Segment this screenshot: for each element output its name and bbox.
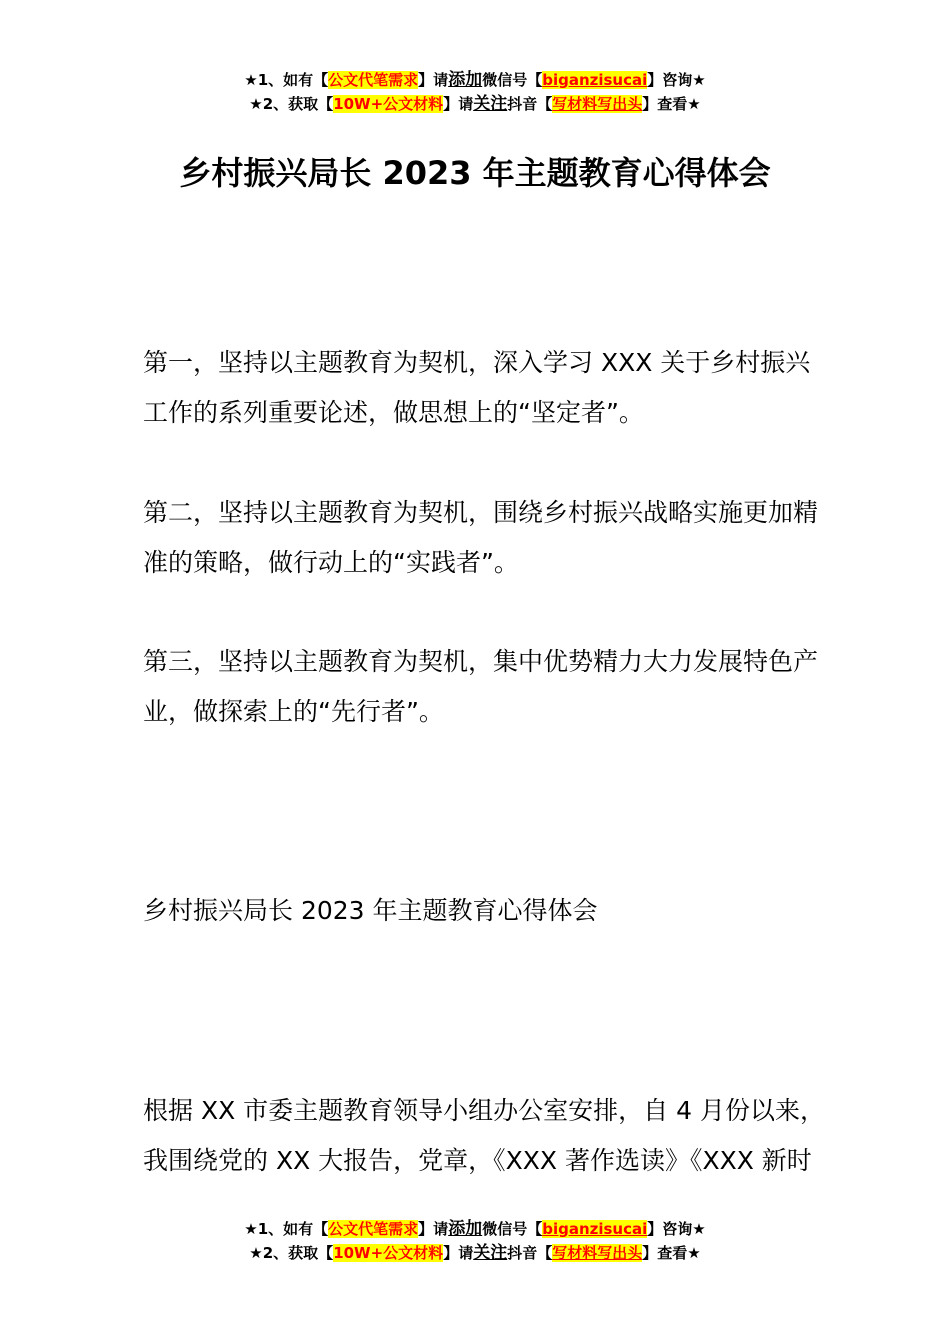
notice-text: 】咨询★ [647, 1220, 706, 1238]
paragraph-second: 第二，坚持以主题教育为契机，围绕乡村振兴战略实施更加精准的策略，做行动上的“实践者”。 [143, 498, 819, 577]
highlight-materials: 10W+公文材料 [333, 95, 444, 113]
paragraph-first: 第一，坚持以主题教育为契机，深入学习 XXX 关于乡村振兴工作的系列重要论述，做思想上的“坚定者”。 [143, 348, 811, 427]
emphasis-word: 关注 [473, 94, 508, 114]
notice-text: 】请 [418, 71, 449, 89]
highlight-service: 公文代笔需求 [328, 1220, 419, 1238]
wechat-id: biganzisucai [542, 1220, 648, 1238]
notice-text: 】咨询★ [647, 71, 706, 89]
header-notice [0, 68, 950, 116]
notice-text: 微信号【 [482, 71, 543, 89]
emphasis-word: 添加 [448, 70, 483, 90]
notice-text: ★2、获取【 [249, 1244, 334, 1262]
paragraph-subtitle: 乡村振兴局长 2023 年主题教育心得体会 [143, 896, 598, 925]
highlight-service: 公文代笔需求 [328, 71, 419, 89]
header-notice-line-1 [0, 68, 950, 92]
notice-text: 】请 [443, 95, 474, 113]
douyin-account: 写材料写出头 [552, 95, 643, 113]
douyin-account: 写材料写出头 [552, 1244, 643, 1262]
emphasis-word: 添加 [448, 1219, 483, 1239]
footer-notice [0, 1217, 950, 1265]
notice-text: 微信号【 [482, 1220, 543, 1238]
notice-text: ★1、如有【 [244, 71, 329, 89]
paragraph-body: 根据 XX 市委主题教育领导小组办公室安排，自 4 月份以来，我围绕党的 XX 大报告，党章，《XXX 著作选读》《XXX 新时 [143, 1096, 825, 1175]
notice-text: 抖音【 [507, 95, 553, 113]
emphasis-word: 关注 [473, 1243, 508, 1263]
notice-text: ★1、如有【 [244, 1220, 329, 1238]
notice-text: 】请 [443, 1244, 474, 1262]
notice-text: 】请 [418, 1220, 449, 1238]
header-notice-line-2 [0, 92, 950, 116]
notice-text: 抖音【 [507, 1244, 553, 1262]
notice-text: 】查看★ [642, 1244, 701, 1262]
document-title: 乡村振兴局长 2023 年主题教育心得体会 [179, 154, 771, 192]
notice-text: ★2、获取【 [249, 95, 334, 113]
paragraph-third: 第三，坚持以主题教育为契机，集中优势精力大力发展特色产业，做探索上的“先行者”。 [143, 647, 819, 726]
highlight-materials: 10W+公文材料 [333, 1244, 444, 1262]
wechat-id: biganzisucai [542, 71, 648, 89]
footer-notice-line-1 [0, 1217, 950, 1241]
notice-text: 】查看★ [642, 95, 701, 113]
footer-notice-line-2 [0, 1241, 950, 1265]
